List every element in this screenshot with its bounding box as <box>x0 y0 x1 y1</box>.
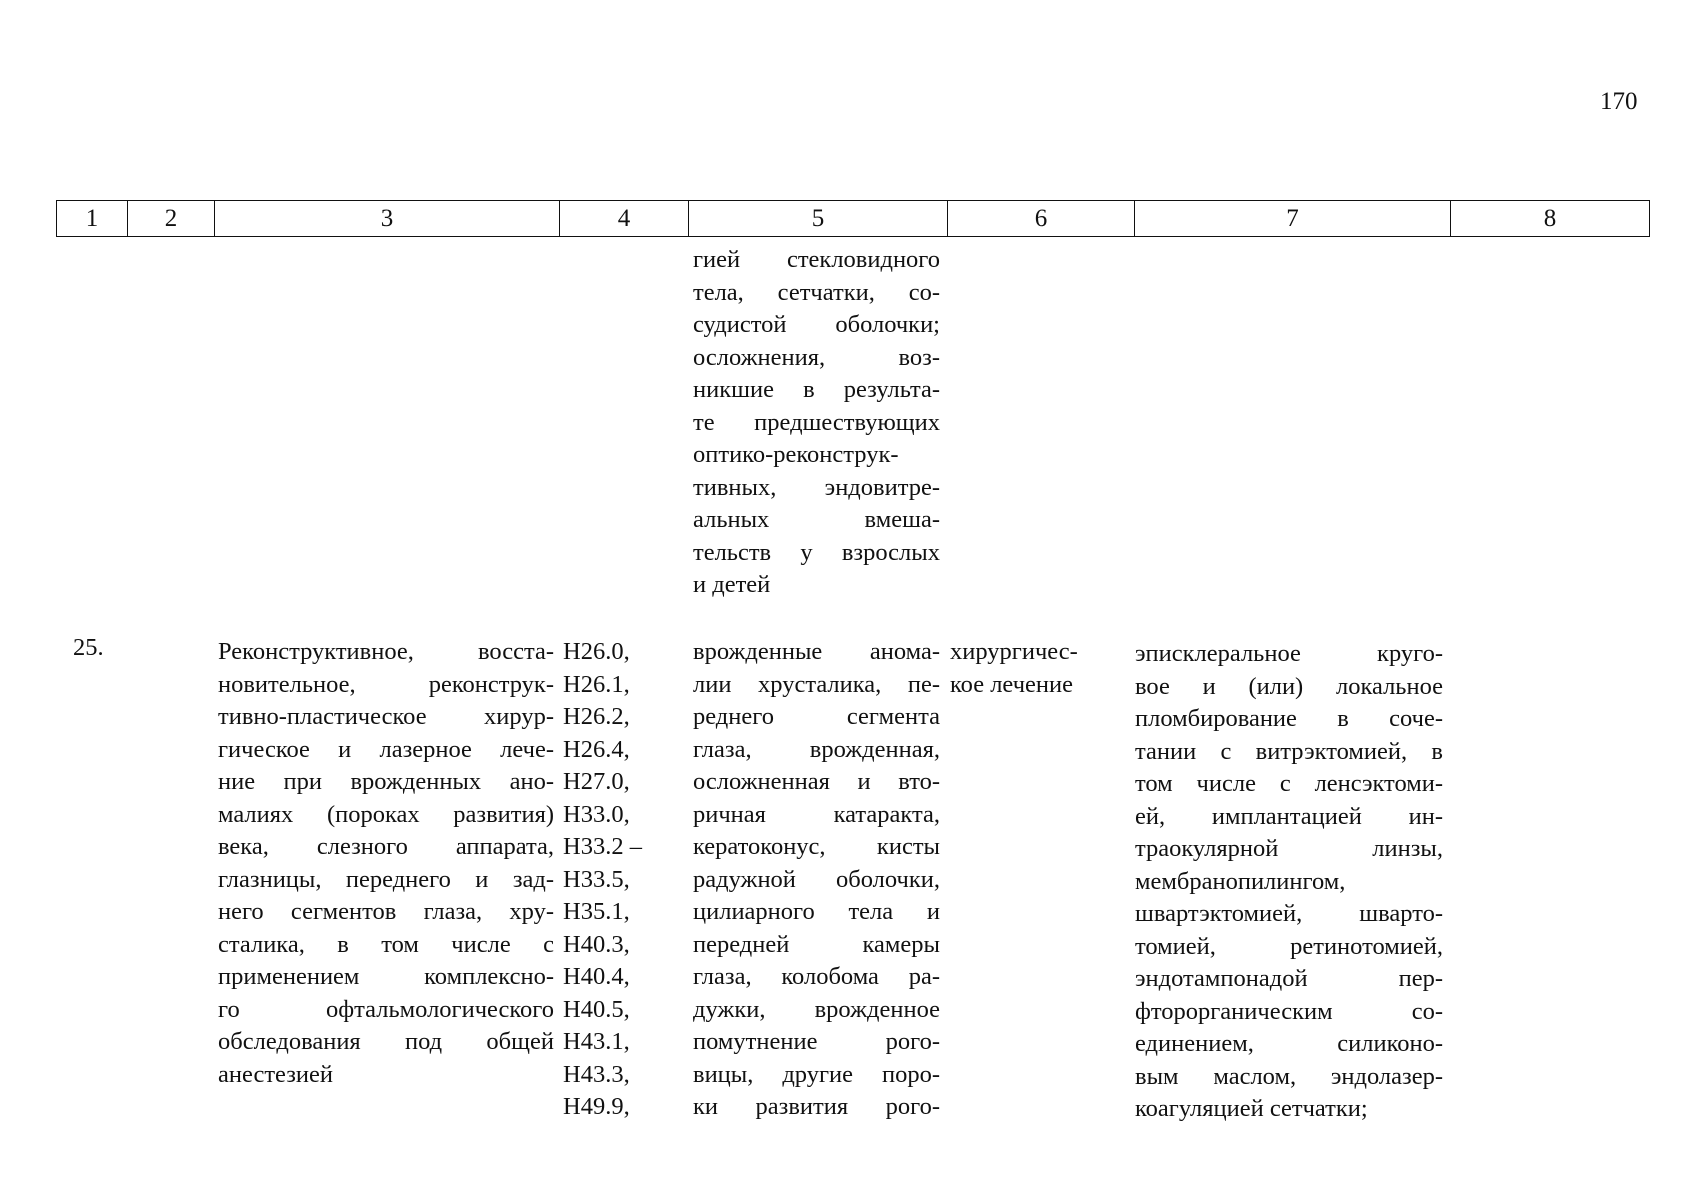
icd-code: H40.3, <box>563 930 630 958</box>
icd-code: H27.0, <box>563 768 630 795</box>
text-line: никшие в результа- <box>693 376 940 403</box>
column-header-1: 1 <box>57 201 128 236</box>
text-line: ки развития рого- <box>693 1093 940 1120</box>
row-number: 25. <box>73 634 104 661</box>
text-line: него сегментов глаза, хру- <box>218 898 554 925</box>
text-line: врожденные анома- <box>693 638 940 665</box>
text-line: альных вмеша- <box>693 506 940 533</box>
column-header-6: 6 <box>948 201 1135 236</box>
row-treatment-type <box>950 636 1100 701</box>
text-line: дужки, врожденное <box>693 995 940 1023</box>
text-line: судистой оболочки; <box>693 311 940 338</box>
text-line: эндотампонадой пер- <box>1135 965 1443 992</box>
text-line: глаза, врожденная, <box>693 735 940 763</box>
text-line: глаза, колобома ра- <box>693 963 940 990</box>
text-line: томией, ретинотомией, <box>1135 932 1443 960</box>
text-line: тивно-пластическое хирур- <box>218 703 554 730</box>
text-line: новительное, реконструк- <box>218 670 554 698</box>
text-line: оптико-реконструк- <box>693 441 899 468</box>
text-line: малиях (пороках развития) <box>218 800 554 828</box>
icd-code: H33.2 – <box>563 833 642 860</box>
text-line: те предшествующих <box>693 408 940 436</box>
icd-code: H49.9, <box>563 1093 630 1120</box>
column-header-4: 4 <box>560 201 689 236</box>
text-line: радужной оболочки, <box>693 865 940 893</box>
text-line: помутнение рого- <box>693 1028 940 1055</box>
text-line: гическое и лазерное лече- <box>218 735 554 763</box>
icd-code: H43.1, <box>563 1028 630 1055</box>
text-line: эписклеральное круго- <box>1135 640 1443 667</box>
text-line: кое лечение <box>950 670 1073 698</box>
text-line: применением комплексно- <box>218 963 554 990</box>
row-method-text <box>1135 638 1443 1126</box>
icd-code: H40.4, <box>563 963 630 990</box>
text-line: швартэктомией, шварто- <box>1135 900 1443 927</box>
text-line: тельств у взрослых <box>693 538 940 566</box>
icd-code: H43.3, <box>563 1060 630 1088</box>
icd-code: H26.4, <box>563 735 630 763</box>
column-header-row <box>56 200 1650 237</box>
text-line: вицы, другие поро- <box>693 1060 940 1088</box>
text-line: коагуляцией сетчатки; <box>1135 1095 1368 1122</box>
text-line: траокулярной линзы, <box>1135 835 1443 862</box>
text-line: осложнения, воз- <box>693 343 940 371</box>
text-line: ние при врожденных ано- <box>218 768 554 795</box>
text-line: обследования под общей <box>218 1028 554 1055</box>
column-header-3: 3 <box>215 201 560 236</box>
text-line: реднего сегмента <box>693 703 940 730</box>
text-line: мембранопилингом, <box>1135 867 1346 895</box>
text-line: анестезией <box>218 1060 333 1088</box>
text-line: хирургичес- <box>950 638 1078 665</box>
icd-code: H35.1, <box>563 898 630 925</box>
text-line: сталика, в том числе с <box>218 930 554 958</box>
continuation-col5-text <box>693 244 940 602</box>
column-header-2: 2 <box>128 201 215 236</box>
text-line: гией стекловидного <box>693 246 940 273</box>
text-line: тивных, эндовитре- <box>693 473 940 501</box>
text-line: пломбирование в соче- <box>1135 705 1443 732</box>
column-header-5: 5 <box>689 201 948 236</box>
text-line: Реконструктивное, восста- <box>218 638 554 665</box>
text-line: тании с витрэктомией, в <box>1135 737 1443 765</box>
text-line: вое и (или) локальное <box>1135 672 1443 700</box>
text-line: ей, имплантацией ин- <box>1135 802 1443 830</box>
text-line: и детей <box>693 571 771 598</box>
text-line: кератоконус, кисты <box>693 833 940 860</box>
icd-code: H33.0, <box>563 800 630 828</box>
column-header-8: 8 <box>1543 204 1557 232</box>
text-line: цилиарного тела и <box>693 898 940 925</box>
text-line: единением, силиконо- <box>1135 1030 1443 1057</box>
page-number: 170 <box>1600 88 1638 115</box>
text-line: лии хрусталика, пе- <box>693 670 940 698</box>
icd-code: H26.1, <box>563 670 630 698</box>
text-line: вым маслом, эндолазер- <box>1135 1062 1443 1090</box>
icd-code: H26.0, <box>563 638 630 665</box>
column-header-7: 7 <box>1135 201 1451 236</box>
text-line: фторорганическим со- <box>1135 997 1443 1025</box>
row-diagnosis-text <box>693 636 940 1124</box>
text-line: осложненная и вто- <box>693 768 940 795</box>
icd-code: H40.5, <box>563 995 630 1023</box>
text-line: ричная катаракта, <box>693 800 940 828</box>
text-line: века, слезного аппарата, <box>218 833 554 860</box>
text-line: глазницы, переднего и зад- <box>218 865 554 893</box>
icd-code: H26.2, <box>563 703 630 730</box>
row-procedure-text <box>218 636 554 1091</box>
text-line: го офтальмологического <box>218 995 554 1023</box>
text-line: том числе с ленсэктоми- <box>1135 770 1443 797</box>
text-line: передней камеры <box>693 930 940 958</box>
text-line: тела, сетчатки, со- <box>693 278 940 306</box>
row-icd-codes <box>563 636 688 1124</box>
icd-code: H33.5, <box>563 865 630 893</box>
